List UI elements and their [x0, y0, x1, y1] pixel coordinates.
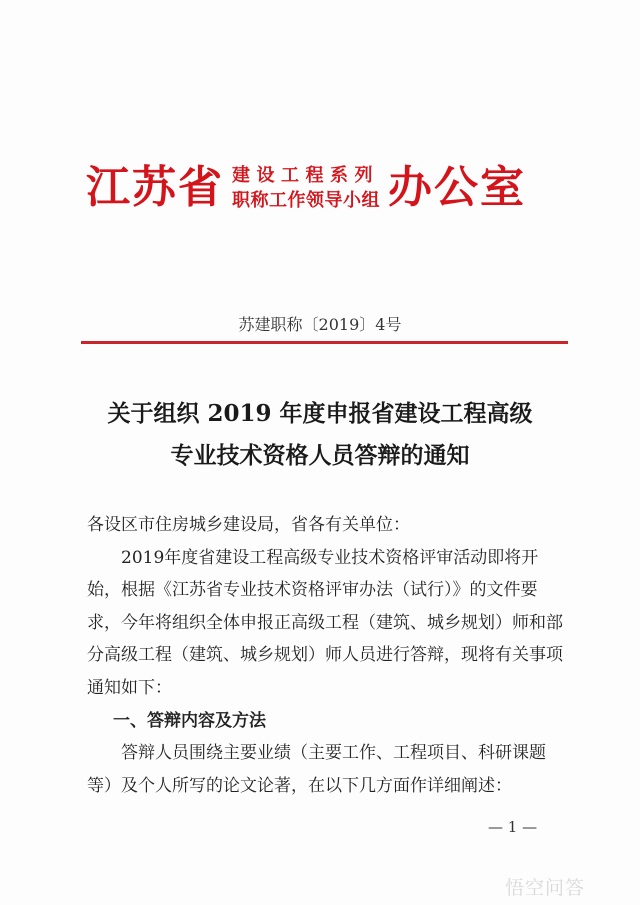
watermark: 悟空问答: [505, 877, 586, 899]
letterhead-org-line1: 建设工程系列: [232, 165, 379, 186]
paragraph-intro: 2019年度省建设工程高级专业技术资格评审活动即将开始，根据《江苏省专业技术资格评审办法（试行）》的文件要求，今年将组织全体申报正高级工程（建筑、城乡规划）师和部分高级工程（建筑、城乡规划）师人员进行答辩，现将有关事项通知如下：: [87, 547, 563, 698]
section-heading-1: 一、答辩内容及方法: [113, 710, 266, 731]
letterhead-province: 江苏省: [86, 162, 224, 213]
document-body: [87, 509, 567, 802]
title-line-1: 关于组织 2019 年度申报省建设工程高级: [107, 400, 533, 427]
page-number: — 1 —: [488, 818, 538, 836]
salutation: 各设区市住房城乡建设局，省各有关单位：: [87, 515, 410, 535]
letterhead-org: [232, 163, 380, 213]
red-divider: [81, 341, 568, 344]
letterhead-office: 办公室: [388, 162, 526, 213]
paragraph-section-1: 答辩人员围绕主要业绩（主要工作、工程项目、科研课题等）及个人所写的论文论著，在以下几方面作详细阐述：: [87, 743, 546, 796]
document-number: 苏建职称〔2019〕4号: [238, 315, 402, 334]
letterhead-org-line2: 职称工作领导小组: [232, 190, 380, 211]
document-title: [0, 393, 640, 477]
letterhead: [86, 158, 556, 218]
title-line-2: 专业技术资格人员答辩的通知: [170, 442, 470, 469]
